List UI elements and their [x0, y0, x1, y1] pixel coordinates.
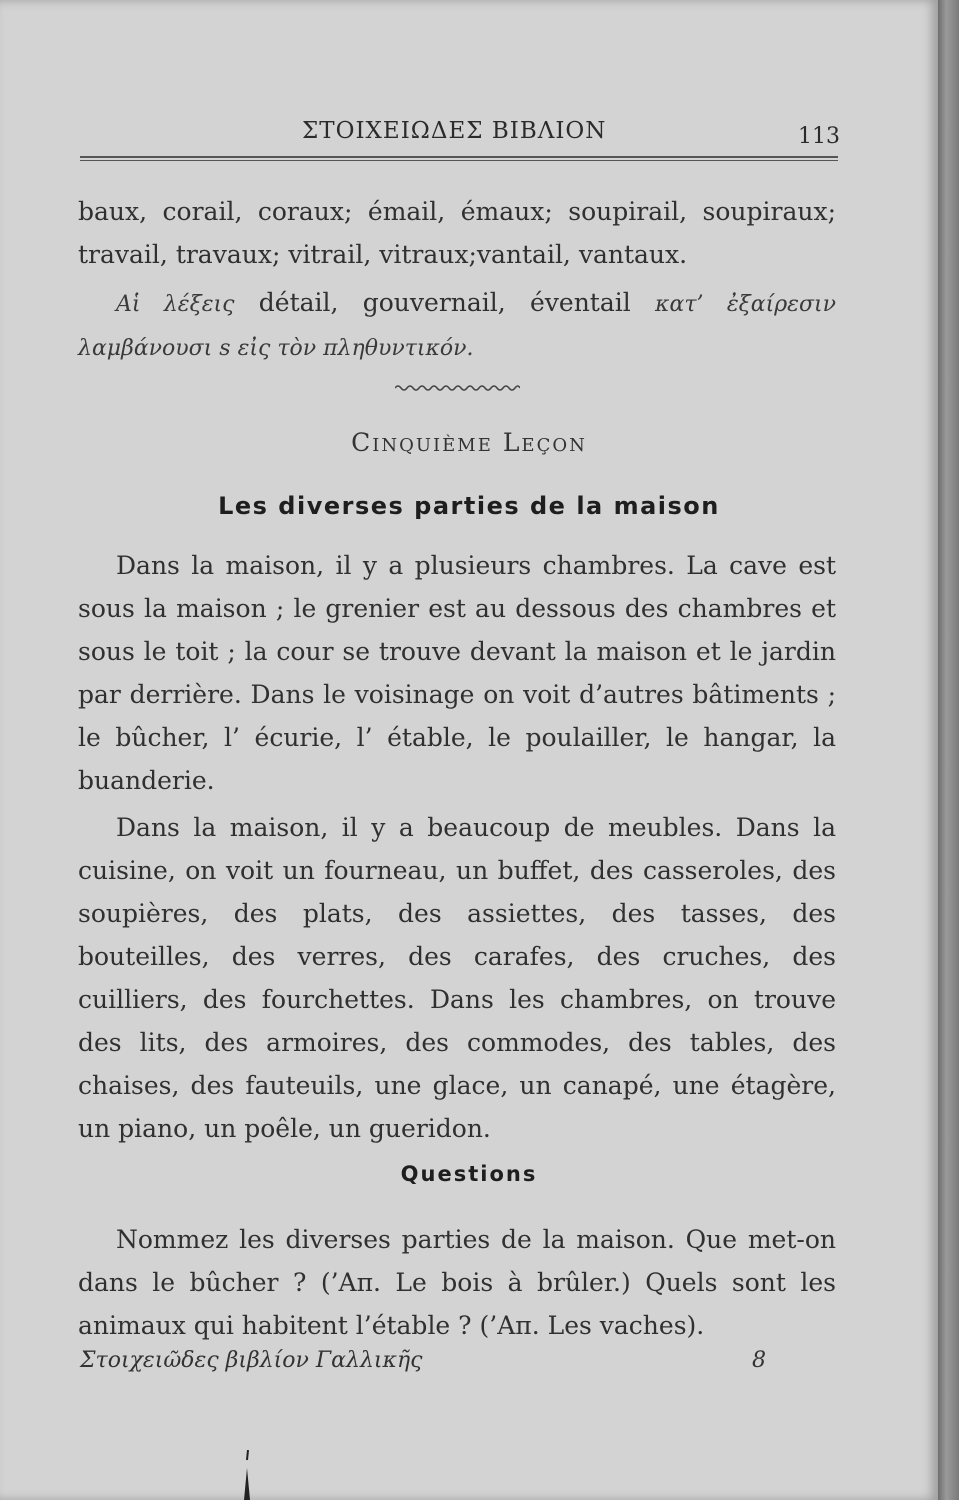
running-title: ΣΤΟΙΧΕΙΩΔΕΣ ΒΙΒΛΙΟΝ [302, 118, 607, 144]
lesson-paragraph-1: Dans la maison, il y a plusieurs chambres. La cave est sous la maison ; le grenier est au dessous des chambres et sous le toit ; la cour se trouve devant la maison et le jardin par derrière. Dans le voisinage on voit d’autres bâtiments ; le bûcher, l’ écurie, l’ étable, le poulailler, le hangar, la buanderie. [78, 551, 836, 795]
note-words: détail, gouvernail, éventail [258, 288, 631, 317]
signature-mark: 8 [752, 1348, 766, 1373]
page-edge [938, 0, 959, 1500]
questions-heading: Questions [400, 1162, 538, 1186]
page-number: 113 [798, 124, 840, 149]
lesson-title: Les diverses parties de la maison [218, 492, 720, 520]
note-lead: Αἱ λέξεις [116, 292, 235, 317]
wavy-separator [395, 384, 520, 392]
intro-text: baux, corail, coraux; émail, émaux; soupirail, soupiraux; travail, travaux; vitrail, vitraux;vantail, vantaux. [78, 197, 836, 269]
footer-book-title: Στοιχειῶδες βιβλίον Γαλλικῆς [80, 1348, 423, 1373]
questions-text: Nommez les diverses parties de la maison. Que met-on dans le bûcher ? (’Απ. Le bois à brûler.) Quels sont les animaux qui habitent l’étable ? (’Απ. Les vaches). [78, 1225, 836, 1340]
lesson-paragraph-2: Dans la maison, il y a beaucoup de meubles. Dans la cuisine, on voit un fourneau, un buffet, des casseroles, des soupières, des plats, des assiettes, des tasses, des bouteilles, des verres, des carafes, des cruches, des cuilliers, des fourchettes. Dans les chambres, on trouve des lits, des armoires, des commodes, des tables, des chaises, des fauteuils, une glace, un canapé, une étagère, un piano, un poêle, un gueridon. [78, 813, 836, 1143]
grammar-note [78, 282, 836, 370]
header-rule [80, 156, 838, 158]
note-tail: κατ’ ἐξαίρεσιν λαμβάνουσι s εἰς τὸν πληθυντικόν. [78, 292, 836, 361]
lesson-number: Cinquième Leçon [351, 428, 587, 457]
ink-smudge-icon [232, 1450, 262, 1500]
header-rule-thin [80, 160, 838, 161]
running-head [80, 118, 840, 158]
